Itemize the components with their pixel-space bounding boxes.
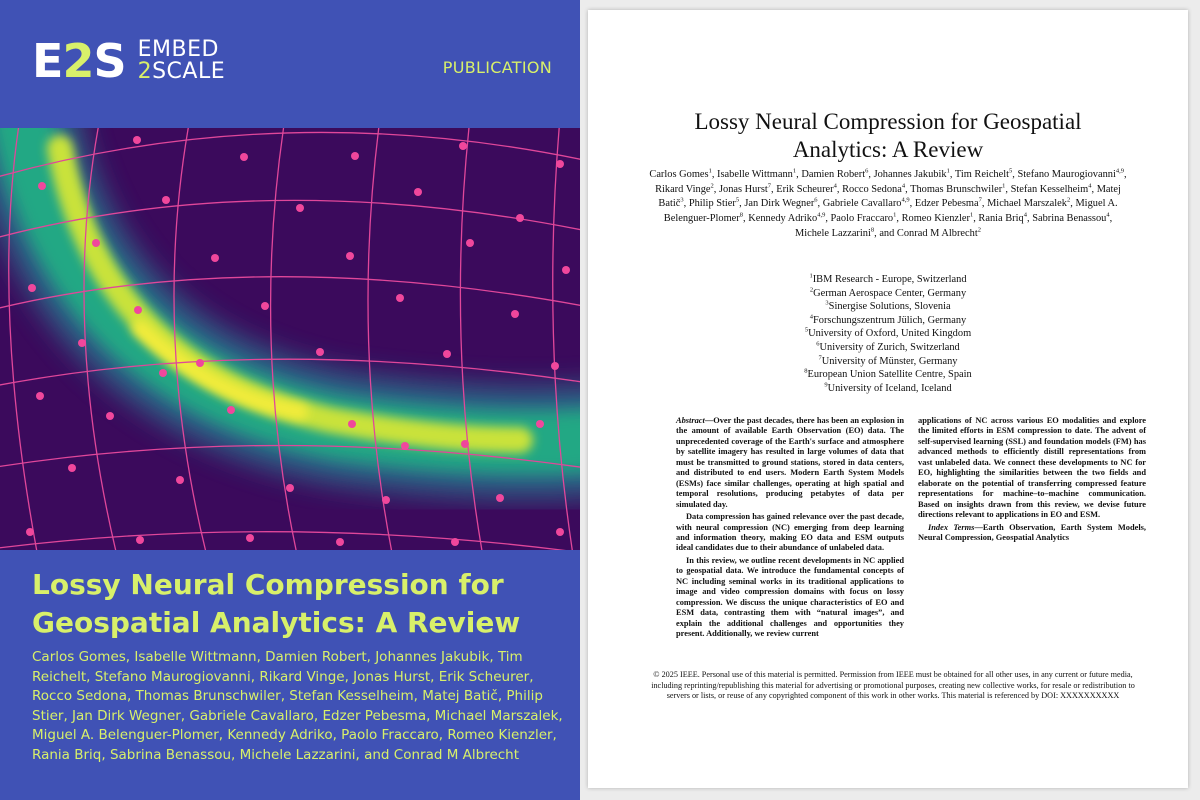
author-affiliation-marker: 7: [978, 196, 982, 204]
author-name: Erik Scheurer: [776, 183, 834, 195]
embed2scale-logo: [32, 34, 226, 88]
paper-author: [831, 213, 902, 224]
author-name: Jan Dirk Wegner: [744, 198, 815, 210]
author-separator: ,: [1070, 198, 1076, 210]
index-terms: [918, 523, 1146, 544]
affiliation-name: German Aerospace Center, Germany: [813, 287, 967, 299]
affiliation-number: 1: [809, 272, 813, 280]
author-affiliation-marker: 2: [710, 182, 714, 190]
author-separator: ,: [905, 183, 911, 195]
paper-first-page: [588, 10, 1188, 788]
paper-author: [801, 169, 873, 180]
author-name: Sabrina Benassou: [1032, 213, 1107, 225]
author-affiliation-marker: 8: [739, 211, 743, 219]
author-name: Johannes Jakubik: [873, 169, 947, 180]
affiliation-name: Forschungszentrum Jülich, Germany: [813, 314, 967, 326]
author-name: Kennedy Adriko: [748, 213, 818, 225]
paper-author: [902, 213, 979, 224]
affiliation-number: 8: [804, 367, 808, 375]
author-affiliation-marker: 1: [792, 167, 797, 175]
affiliation-line: [668, 355, 1108, 369]
abstract-label: Abstract: [676, 416, 705, 425]
author-affiliation-marker: 1: [1002, 182, 1006, 190]
paper-author: [689, 198, 745, 209]
affiliation-number: 5: [804, 326, 809, 334]
author-name: Isabelle Wittmann: [717, 169, 793, 180]
author-separator: ,: [909, 198, 915, 210]
logo-line-scale: [138, 61, 226, 83]
author-separator: ,: [713, 183, 719, 195]
paper-author: [649, 169, 717, 180]
cover-authors: Carlos Gomes, Isabelle Wittmann, Damien Robert, Johannes Jakubik, Tim Reichelt, Stefano Maurogiovanni, Rikard Vinge, Jonas Hurst, Erik Scheurer, Rocco Sedona, Thomas Brunschwiler, Stefan Kesselheim, Matej Batič, Philip Stier, Jan Dirk Wegner, Gabriele Cavallaro, Edzer Pebesma, Michael Marszalek, Miguel A. Belenguer-Plomer, Kennedy Adriko, Paolo Fraccaro, Romeo Kienzler, Rania Briq, Sabrina Benassou, Michele Lazzarini, and Conrad M Albrecht: [32, 649, 563, 763]
author-separator: ,: [1012, 169, 1018, 180]
paper-author: [719, 184, 776, 195]
author-name: Philip Stier: [688, 198, 736, 210]
e2s-logo-mark: [32, 34, 126, 88]
author-separator: ,: [796, 169, 802, 180]
author-name: Rania Briq: [978, 213, 1024, 225]
paper-author: [655, 184, 719, 195]
author-affiliation-marker: 6: [814, 196, 818, 204]
paper-author: [795, 228, 897, 239]
author-separator: ,: [896, 213, 902, 225]
author-name: Rikard Vinge: [655, 183, 711, 195]
paper-author: [910, 184, 1011, 195]
paper-title: Lossy Neural Compression for Geospatial Analytics: A Review: [694, 109, 1082, 162]
paper-author: [978, 213, 1032, 224]
abstract-paragraph: [676, 416, 904, 510]
paper-author: [897, 228, 981, 239]
logo-line-embed: EMBED: [137, 37, 219, 62]
author-separator: , and: [874, 227, 897, 239]
affiliation-number: 2: [809, 286, 814, 294]
paper-author: [955, 169, 1018, 180]
logo-mark-two: 2: [62, 34, 94, 88]
author-separator: ,: [981, 198, 988, 210]
author-affiliation-marker: 1: [946, 167, 950, 175]
abstract-text-1: —Over the past decades, there has been an explosion in the amount of available Earth Observation (EO) data. The unprecedented coverage of the Earth's surface and atmosphere by satellite imagery has resulted in large volumes of data that must be transmitted to ground stations, stored in data centers, and distributed to end users. Modern Earth System Models (ESMs) face similar challenges, operating at high spatial and temporal resolutions, producing petabytes of data per simulated day.: [676, 416, 904, 509]
logo-wordmark: [138, 39, 226, 83]
affiliation-number: 9: [824, 381, 828, 389]
author-name: Carlos Gomes: [649, 169, 709, 180]
publication-label: PUBLICATION: [442, 58, 552, 77]
abstract-column-left: [676, 416, 904, 642]
author-name: Jonas Hurst: [718, 183, 768, 195]
author-separator: ,: [868, 169, 874, 180]
copyright-notice: © 2025 IEEE. Personal use of this material is permitted. Permission from IEEE must be obtained for all other uses, in any current or future media, including reprinting/republishing this material for advertising or promotional purposes, creating new collective works, for resale or redistribution to servers or lists, or reuse of any copyrighted component of this work in other works. This material is referenced by DOI: XXXXXXXXXX: [651, 670, 1135, 700]
author-affiliation-marker: 6: [865, 167, 869, 175]
affiliation-line: [668, 273, 1108, 287]
author-affiliation-marker: 4: [1106, 211, 1110, 219]
paper-author: [1011, 184, 1097, 195]
affiliation-name: University of Iceland, Iceland: [827, 382, 952, 394]
author-affiliation-marker: 4,9: [901, 196, 910, 204]
paper-author: [915, 198, 987, 209]
author-separator: ,: [817, 198, 823, 210]
publication-cover: [0, 0, 580, 800]
affiliation-line: [668, 341, 1108, 355]
author-separator: ,: [1091, 183, 1097, 195]
paper-author: [1017, 169, 1126, 180]
abstract-paragraph: Data compression has gained relevance over the past decade, with neural compression (NC) emerging from deep learning and information theory, making EO data and ESM outputs ideal candidates due to their abundance of unlabeled data.: [676, 512, 904, 553]
author-separator: ,: [739, 198, 745, 210]
paper-author: [1032, 213, 1112, 224]
affiliation-line: [668, 300, 1108, 314]
author-separator: ,: [1026, 213, 1033, 225]
author-name: Paolo Fraccaro: [830, 213, 894, 225]
author-name: Michele Lazzarini: [795, 227, 871, 239]
author-name: Conrad M Albrecht: [896, 227, 978, 239]
cover-title: Lossy Neural Compression for Geospatial Analytics: A Review: [32, 568, 521, 639]
author-affiliation-marker: 4: [1023, 211, 1027, 219]
paper-author: [744, 198, 822, 209]
affiliation-name: University of Zurich, Switzerland: [819, 341, 960, 353]
author-affiliation-marker: 4,9: [817, 211, 826, 219]
abstract-column-right: [918, 416, 1146, 545]
affiliation-name: University of Oxford, United Kingdom: [808, 328, 972, 340]
paper-author: [776, 184, 842, 195]
author-name: Matej Batič: [658, 183, 1121, 210]
affiliation-line: [668, 382, 1108, 396]
author-name: Rocco Sedona: [842, 183, 902, 195]
author-affiliation-marker: 1: [969, 211, 974, 219]
author-separator: ,: [836, 183, 843, 195]
affiliation-name: University of Münster, Germany: [821, 355, 958, 367]
author-separator: ,: [1109, 213, 1113, 225]
affiliation-name: IBM Research - Europe, Switzerland: [812, 274, 967, 285]
author-affiliation-marker: 2: [1066, 196, 1071, 204]
author-name: Michael Marszalek: [987, 198, 1067, 210]
affiliation-number: 7: [818, 354, 822, 362]
author-affiliation-marker: 4: [833, 182, 837, 190]
author-name: Stefan Kesselheim: [1010, 183, 1089, 195]
author-separator: ,: [1124, 169, 1127, 180]
paper-author: [842, 184, 910, 195]
author-separator: ,: [743, 213, 749, 225]
abstract-paragraph: applications of NC across various EO modalities and explore the limited efforts in ESM compression to date. The advent of self-supervised learning (SSL) and foundation models (FM) has advanced methods to efficiently distill representations from vast unlabeled data. We connect these developments to NC for EO, highlighting the similarities between the two fields and elaborate on the potential of transferring compressed feature representations for machine–to–machine communication. Based on insights drawn from this review, we devise future directions relevant to applications in EO and ESM.: [918, 416, 1146, 520]
logo-line-two: 2: [137, 59, 153, 84]
author-affiliation-marker: 4: [901, 182, 906, 190]
author-separator: ,: [949, 169, 955, 180]
paper-author: [987, 198, 1075, 209]
author-name: Gabriele Cavallaro: [822, 198, 902, 210]
author-affiliation-marker: 4: [1088, 182, 1092, 190]
author-separator: ,: [771, 183, 777, 195]
logo-mark-e: E: [32, 34, 63, 88]
author-name: Tim Reichelt: [954, 169, 1010, 180]
affiliation-line: [668, 287, 1108, 301]
author-name: Stefano Maurogiovanni: [1017, 169, 1116, 180]
logo-mark-s: S: [93, 34, 126, 88]
affiliation-line: [668, 368, 1108, 382]
paper-author: [874, 169, 955, 180]
author-affiliation-marker: 1: [708, 167, 712, 175]
author-affiliation-marker: 5: [1009, 167, 1013, 175]
paper-author-list: [648, 168, 1128, 242]
author-affiliation-marker: 4,9: [1115, 167, 1124, 175]
paper-affiliations: [668, 273, 1108, 395]
affiliation-number: 6: [816, 340, 820, 348]
author-separator: ,: [1005, 183, 1011, 195]
author-affiliation-marker: 5: [735, 196, 740, 204]
author-affiliation-marker: 1: [893, 211, 897, 219]
author-name: Thomas Brunschwiler: [910, 183, 1003, 195]
author-name: Damien Robert: [801, 169, 866, 180]
author-separator: ,: [711, 169, 718, 180]
author-affiliation-marker: 8: [870, 226, 875, 234]
affiliation-name: Sinergise Solutions, Slovenia: [828, 301, 951, 313]
index-terms-text: —Earth Observation, Earth System Models, Neural Compression, Geospatial Analytics: [918, 522, 1147, 542]
paper-author: [717, 169, 801, 180]
affiliation-line: [668, 314, 1108, 328]
affiliation-number: 4: [809, 313, 813, 321]
abstract-paragraph: In this review, we outline recent developments in NC applied to geospatial data. We introduce the fundamental concepts of NC including seminal works in its traditional applications to image and video compression domains with focus on lossy compression. We discuss the unique characteristics of EO and ESM data, contrasting them with “natural images”, and explain the additional challenges and opportunities they present. Additionally, we review current: [676, 555, 904, 639]
author-name: Miguel A. Belenguer-Plomer: [663, 198, 1118, 225]
author-separator: ,: [973, 213, 979, 225]
affiliation-line: [668, 327, 1108, 341]
paper-author: [823, 198, 915, 209]
author-separator: ,: [825, 213, 831, 225]
affiliation-number: 3: [825, 299, 829, 307]
index-terms-label: Index Terms: [928, 522, 975, 532]
cover-illustration: [0, 128, 580, 550]
author-affiliation-marker: 2: [977, 226, 981, 234]
affiliation-name: European Union Satellite Centre, Spain: [807, 369, 972, 381]
author-name: Romeo Kienzler: [901, 213, 970, 225]
author-affiliation-marker: 3: [680, 196, 684, 204]
author-name: Edzer Pebesma: [914, 198, 979, 210]
paper-author: [748, 213, 830, 224]
author-affiliation-marker: 7: [767, 182, 772, 190]
logo-line-scale-text: SCALE: [152, 59, 226, 84]
author-separator: ,: [683, 198, 689, 210]
